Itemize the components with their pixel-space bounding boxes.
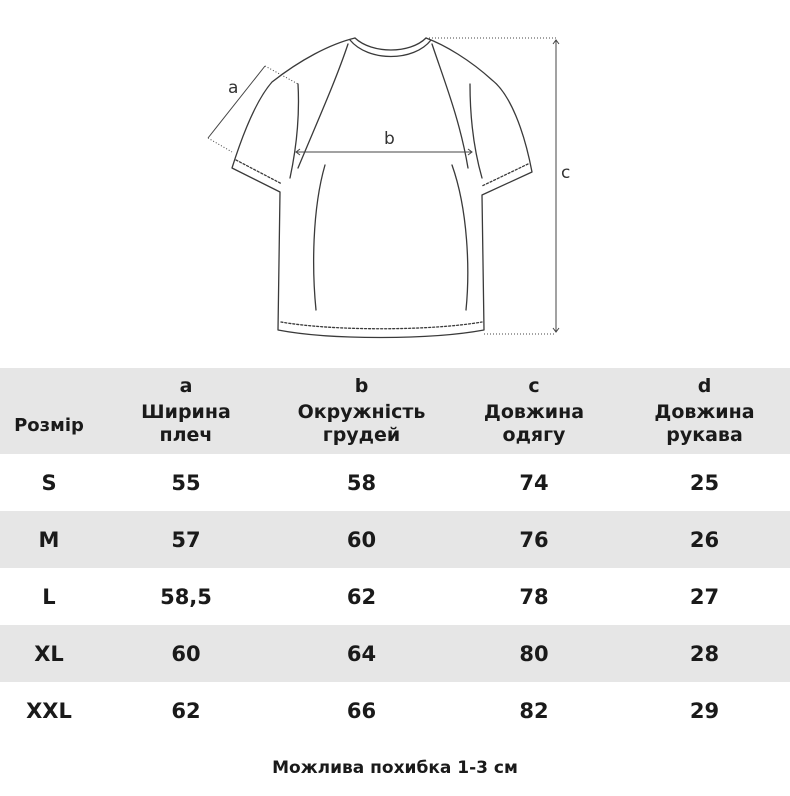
tolerance-footnote: Можлива похибка 1-3 см (272, 758, 518, 778)
value-cell-a: 62 (171, 698, 201, 723)
column-title-a-line1: Ширина (141, 401, 231, 423)
column-title-c-line1: Довжина (483, 401, 585, 423)
dimension-label-b: b (384, 129, 395, 149)
value-cell-a: 58,5 (160, 584, 212, 609)
tshirt-outline (232, 38, 532, 338)
value-cell-b: 64 (346, 641, 377, 666)
value-cell-c: 74 (519, 470, 549, 495)
value-cell-a: 55 (171, 470, 201, 495)
dimension-label-c: c (561, 163, 571, 183)
value-cell-b: 60 (346, 527, 377, 552)
measurement-lines (208, 38, 559, 334)
value-cell-a: 60 (171, 641, 201, 666)
table-row (0, 454, 790, 511)
value-cell-d: 29 (689, 698, 720, 723)
column-title-d-line1: Довжина (654, 401, 755, 423)
value-cell-d: 26 (689, 527, 720, 552)
column-letter-d: d (697, 375, 712, 397)
column-letter-c: c (528, 375, 540, 397)
size-cell: S (41, 470, 57, 495)
column-header-a (98, 368, 274, 454)
value-cell-d: 27 (689, 584, 720, 609)
value-cell-d: 28 (689, 641, 720, 666)
value-cell-c: 82 (519, 698, 549, 723)
column-title-d-line2: рукава (666, 424, 743, 446)
column-title-c-line2: одягу (502, 424, 566, 446)
column-header-b (274, 368, 449, 454)
table-row (0, 511, 790, 568)
size-chart-table (0, 368, 790, 739)
dimension-label-a: a (228, 78, 239, 98)
column-title-b-line1: Окружність (297, 401, 426, 423)
tshirt-diagram-svg (0, 0, 790, 350)
value-cell-b: 58 (346, 470, 377, 495)
value-cell-c: 78 (519, 584, 549, 609)
value-cell-c: 80 (519, 641, 549, 666)
table-row (0, 682, 790, 739)
value-cell-d: 25 (689, 470, 720, 495)
column-letter-b: b (354, 375, 369, 397)
size-cell: M (38, 527, 60, 552)
table-header-row (0, 368, 790, 454)
column-header-c (449, 368, 619, 454)
value-cell-c: 76 (519, 527, 549, 552)
size-cell: L (42, 584, 56, 609)
value-cell-a: 57 (171, 527, 201, 552)
size-cell: XXL (26, 698, 72, 723)
value-cell-b: 66 (346, 698, 377, 723)
column-title-a-line2: плеч (159, 424, 213, 446)
column-title-b-line2: грудей (322, 424, 401, 446)
tshirt-diagram (0, 0, 790, 350)
size-cell: XL (34, 641, 64, 666)
size-column-header: Розмір (14, 414, 84, 436)
value-cell-b: 62 (346, 584, 377, 609)
column-letter-a: a (179, 375, 193, 397)
column-header-d (619, 368, 790, 454)
table-row (0, 625, 790, 682)
table-row (0, 568, 790, 625)
